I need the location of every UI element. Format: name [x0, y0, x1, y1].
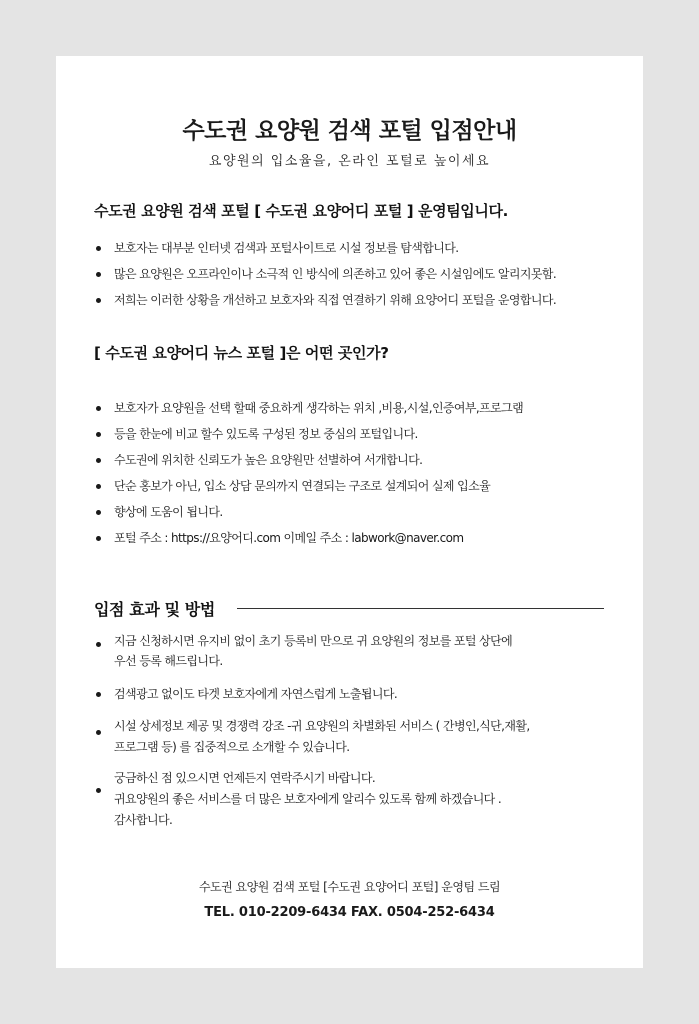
- list-item: [96, 634, 513, 672]
- list-item: 수도권에 위치한 신뢰도가 높은 요양원만 선별하여 서개합니다.: [96, 452, 523, 468]
- section3-list: [96, 634, 530, 838]
- section2-list: [96, 400, 523, 556]
- signature: 수도권 요양원 검색 포털 [수도권 요양어디 포털] 운영팀 드림: [198, 880, 501, 894]
- heading-rule: [237, 608, 604, 609]
- list-item: [96, 771, 502, 838]
- section1-heading: 수도권 요양원 검색 포털 [ 수도권 요양어디 포털 ] 운영팀입니다.: [94, 202, 508, 220]
- list-item: 보호자가 요양원을 선택 할때 중요하게 생각하는 위치 ,비용,시설,인증여부,프로그램: [96, 400, 523, 416]
- list-item: 포털 주소 : https://요양어디.com 이메일 주소 : labwork@naver.com: [96, 530, 523, 546]
- document-page: [56, 56, 643, 968]
- item-line: 우선 등록 해드립니다.: [114, 654, 223, 668]
- contact-info: TEL. 010-2209-6434 FAX. 0504-252-6434: [204, 905, 495, 920]
- item-line: 검색광고 없이도 타겟 보호자에게 자연스럽게 노출됩니다.: [114, 687, 398, 701]
- item-line: 감사합니다.: [114, 813, 173, 827]
- list-item: 보호자는 대부분 인터넷 검색과 포털사이트로 시설 정보를 탐색합니다.: [96, 240, 556, 256]
- item-line: 궁금하신 점 있으시면 언제든지 연락주시기 바랍니다.: [114, 771, 376, 785]
- section1-list: [96, 240, 556, 318]
- list-item: 많은 요양원은 오프라인이나 소극적 인 방식에 의존하고 있어 좋은 시설임에도 알리지못함.: [96, 266, 556, 282]
- item-line: 지금 신청하시면 유지비 없이 초기 등록비 만으로 귀 요양원의 정보를 포털 상단에: [114, 634, 513, 648]
- list-item: [96, 686, 397, 704]
- section2-heading: [ 수도권 요양어디 뉴스 포털 ]은 어떤 곳인가?: [94, 344, 389, 362]
- page-title: 수도권 요양원 검색 포털 입점안내: [182, 118, 517, 144]
- item-line: 시설 상세정보 제공 및 경쟁력 강조 -귀 요양원의 차별화된 서비스 ( 간병인,식단,재활,: [114, 719, 530, 733]
- item-line: 프로그램 등) 를 집중적으로 소개할 수 있습니다.: [114, 740, 350, 754]
- list-item: 향상에 도움이 됩니다.: [96, 504, 523, 520]
- list-item: 단순 홍보가 아닌, 입소 상담 문의까지 연결되는 구조로 설계되어 실제 입소율: [96, 478, 523, 494]
- list-item: 등을 한눈에 비교 할수 있도록 구성된 정보 중심의 포털입니다.: [96, 426, 523, 442]
- list-item: 저희는 이러한 상황을 개선하고 보호자와 직접 연결하기 위해 요양어디 포털을 운영합니다.: [96, 292, 556, 308]
- section3-heading: 입점 효과 및 방법: [94, 600, 215, 619]
- list-item: [96, 719, 530, 760]
- item-line: 귀요양원의 좋은 서비스를 더 많은 보호자에게 알리수 있도록 함께 하겠습니다 .: [114, 792, 502, 806]
- page-subtitle: 요양원의 입소율을, 온라인 포털로 높이세요: [208, 154, 491, 169]
